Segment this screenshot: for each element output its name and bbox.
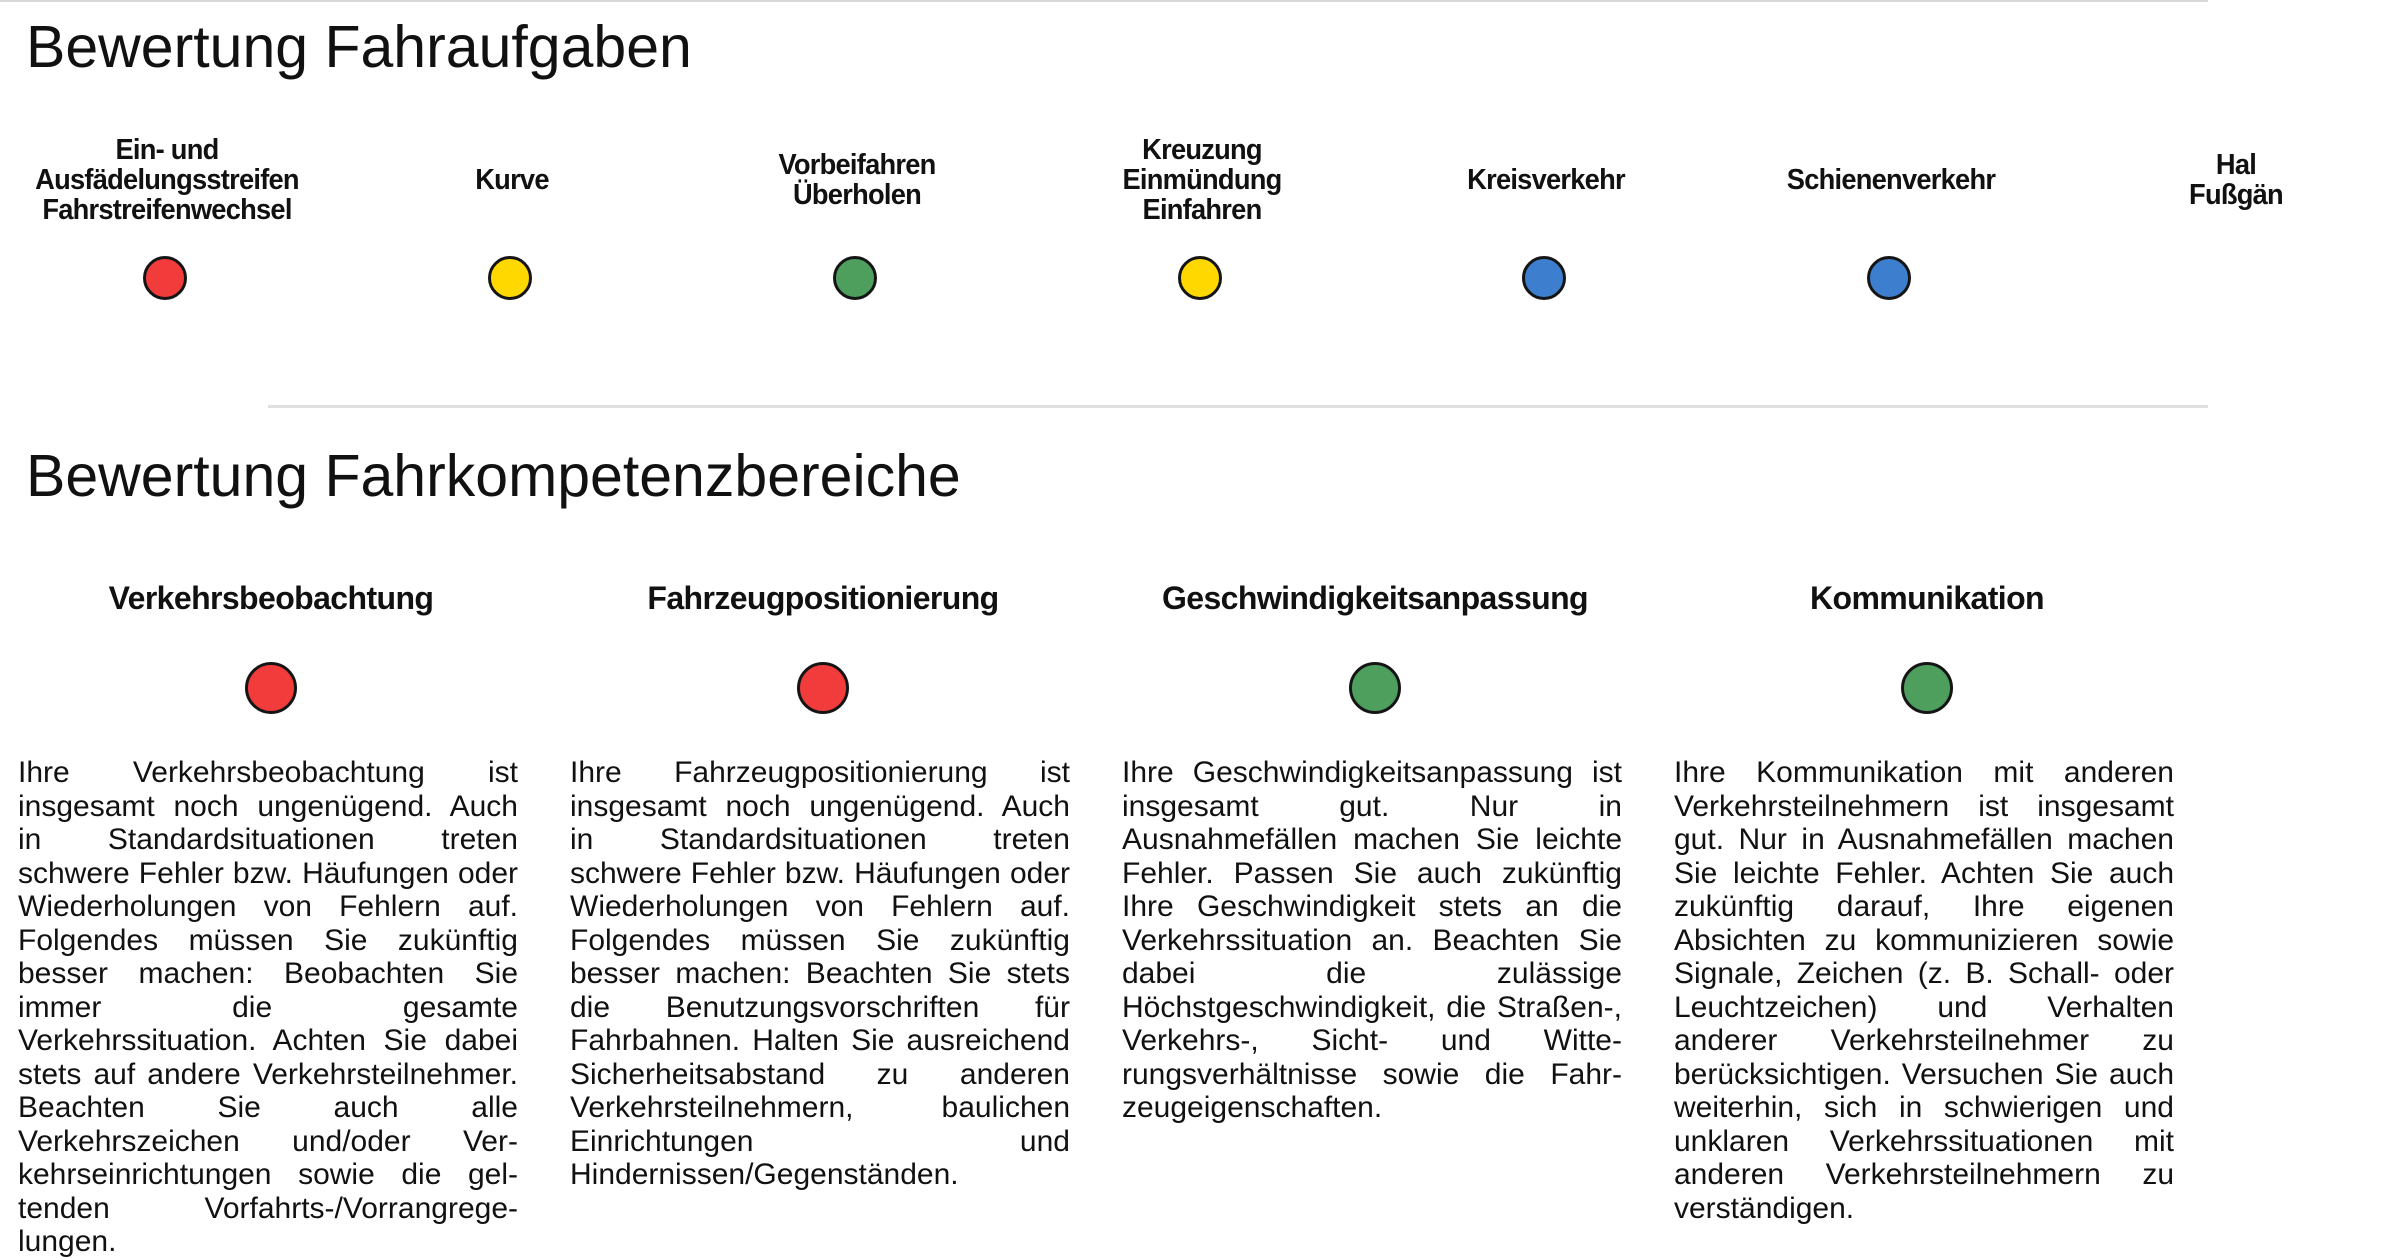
- task-vorbeifahren-ueberholen: [685, 128, 1029, 308]
- rating-indicator-dot: [1867, 256, 1911, 300]
- competence-feedback-text: Ihre Verkehrsbeobachtung ist insgesamt noch ungenügend. Auch in Standardsituationen treten schwere Fehler bzw. Häufungen oder Wiederholungen von Fehlern auf. Folgendes müssen Sie zukünftig besser machen: Beobachten Sie immer die gesamte Verkehrssituation. Achten Sie dabei stets auf andere Verkehrsteilnehmer. Beachten Sie auch alle Verkehrszeichen und/oder Verkehrseinrichtungen sowie die geltenden Vorfahrts-/Vorrangregelungen.: [18, 756, 518, 1258]
- task-kreisverkehr: [1374, 128, 1718, 308]
- task-kreuzung-einmuendung: [1030, 128, 1374, 308]
- rating-indicator-dot: [833, 256, 877, 300]
- task-label: Kreisverkehr: [1467, 164, 1625, 196]
- rating-indicator-dot: [1178, 256, 1222, 300]
- competence-title: Kommunikation: [1810, 580, 2044, 616]
- driving-competences-heading: Bewertung Fahrkompetenzbereiche: [26, 443, 961, 509]
- driving-tasks-heading: Bewertung Fahraufgaben: [26, 14, 692, 80]
- rating-indicator-dot: [1522, 256, 1566, 300]
- competence-feedback-text: Ihre Fahrzeugpositionierung ist insgesamt noch ungenügend. Auch in Standardsituationen treten schwere Fehler bzw. Häufungen oder Wiederholungen von Fehlern auf. Folgendes müssen Sie zukünftig besser machen: Beachten Sie stets die Benutzungsvorschriften für Fahrbahnen. Halten Sie ausreichend Sicherheitsabstand zu anderen Verkehrsteilnehmern, baulichen Einrichtungen und Hindernissen/Gegenständen.: [570, 756, 1070, 1191]
- rating-indicator-dot: [1901, 662, 1953, 714]
- competence-fahrzeugpositionierung: [570, 570, 1076, 1242]
- task-label: Kurve: [475, 164, 549, 196]
- rating-indicator-dot: [1349, 662, 1401, 714]
- task-label: Schienenverkehr: [1786, 164, 1996, 196]
- competence-verkehrsbeobachtung: [18, 570, 524, 1258]
- top-rule: [0, 0, 2208, 2]
- task-haltestelle-fussgaenger: [2064, 128, 2408, 308]
- competence-feedback-text: Ihre Geschwindigkeitsanpassung ist insgesamt gut. Nur in Ausnahmefällen machen Sie leichte Fehler. Passen Sie auch zukünftig Ihre Geschwindigkeit stets an die Verkehrssituation an. Beachten Sie dabei die zulässige Höchstgeschwindigkeit, die Straßen-, Verkehrs-, Sicht- und Witterungsverhältnisse sowie die Fahrzeugeigenschaften.: [1122, 756, 1622, 1124]
- rating-indicator-dot: [488, 256, 532, 300]
- task-label: Hal Fußgän: [2189, 149, 2283, 211]
- competence-title: Verkehrsbeobachtung: [108, 580, 434, 616]
- competence-geschwindigkeitsanpassung: [1122, 570, 1628, 1242]
- competence-kommunikation: [1674, 570, 2180, 1242]
- rating-indicator-dot: [797, 662, 849, 714]
- task-schienenverkehr: [1719, 128, 2063, 308]
- task-ein-und-ausfaedelungsstreifen: [0, 128, 339, 308]
- competence-title: Geschwindigkeitsanpassung: [1161, 580, 1588, 616]
- rating-indicator-dot: [245, 662, 297, 714]
- task-label: Ein- und Ausfädelungsstreifen Fahrstreifenwechsel: [35, 134, 299, 226]
- section-divider: [268, 405, 2208, 408]
- competence-feedback-text: Ihre Kommunikation mit anderen Verkehrsteilnehmern ist insgesamt gut. Nur in Ausnahmefällen machen Sie leichte Fehler. Achten Sie auch zukünftig darauf, Ihre eigenen Absichten zu kommunizieren sowie Signale, Zeichen (z. B. Schall- oder Leuchtzeichen) und Verhalten anderer Verkehrsteilnehmer zu berücksichtigen. Versuchen Sie auch weiterhin, sich in schwierigen und unklaren Verkehrssituationen mit anderen Verkehrsteilnehmern zu verständigen.: [1674, 756, 2174, 1225]
- rating-indicator-dot: [143, 256, 187, 300]
- competence-title: Fahrzeugpositionierung: [647, 580, 999, 616]
- task-label: Kreuzung Einmündung Einfahren: [1122, 134, 1282, 226]
- task-kurve: [340, 128, 684, 308]
- task-label: Vorbeifahren Überholen: [778, 149, 936, 211]
